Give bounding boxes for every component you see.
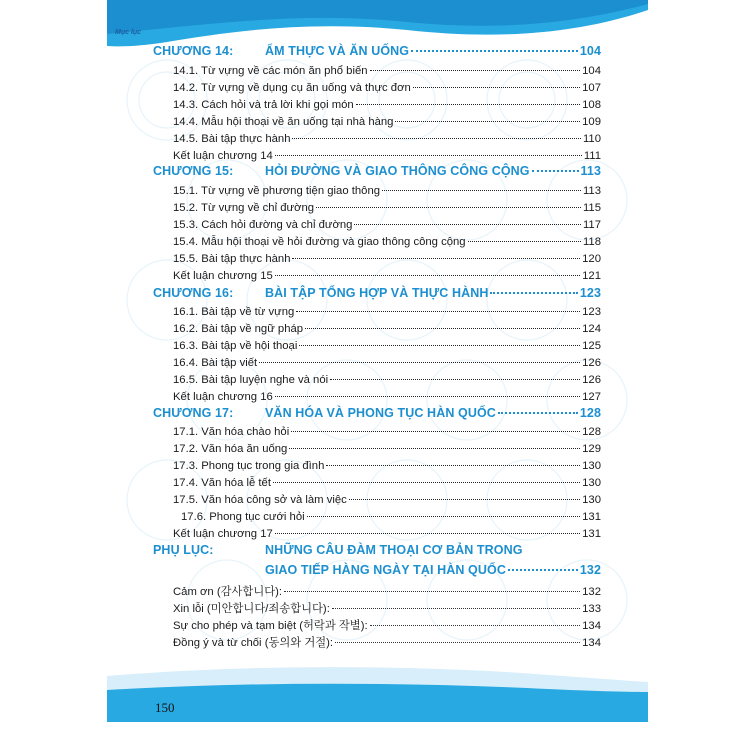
dot-leader (335, 642, 580, 643)
toc-entry[interactable] (173, 202, 601, 219)
dot-leader (299, 345, 580, 346)
toc-entry[interactable] (173, 634, 601, 651)
entry-page: 133 (582, 603, 601, 615)
toc-entry[interactable] (173, 236, 601, 253)
dot-leader (289, 448, 580, 449)
entry-title: Kết luận chương 15 (173, 270, 273, 282)
document-page (107, 0, 648, 722)
toc-entry[interactable] (173, 340, 601, 357)
entry-page: 115 (582, 202, 601, 214)
entry-title: Kết luận chương 16 (173, 391, 273, 403)
toc-entry[interactable] (173, 494, 601, 511)
entry-page: 126 (582, 357, 601, 369)
toc-entry[interactable] (173, 583, 601, 600)
entry-page: 131 (582, 511, 601, 523)
dot-leader (275, 396, 580, 397)
toc-entry[interactable] (173, 323, 601, 340)
chapter-title: VĂN HÓA VÀ PHONG TỤC HÀN QUỐC (265, 406, 496, 420)
dot-leader (292, 138, 581, 139)
dot-leader (508, 569, 578, 571)
entry-page: 130 (582, 494, 601, 506)
chapter-label: CHƯƠNG 15: (153, 164, 234, 178)
entry-title: 14.1. Từ vựng về các món ăn phổ biến (173, 65, 368, 77)
toc-entry[interactable] (173, 253, 601, 270)
entry-title: 16.5. Bài tập luyện nghe và nói (173, 374, 329, 386)
toc-chapter[interactable] (153, 406, 601, 423)
chapter-title: HỎI ĐƯỜNG VÀ GIAO THÔNG CÔNG CỘNG (265, 164, 530, 178)
entry-title: 17.4. Văn hóa lễ tết (173, 477, 271, 489)
toc-appendix-continued[interactable] (153, 563, 601, 580)
entry-title: 17.3. Phong tục trong gia đình (173, 460, 325, 472)
entry-title: Kết luận chương 14 (173, 150, 273, 162)
entry-page: 117 (582, 219, 601, 231)
dot-leader (382, 190, 581, 191)
entry-title: Sự cho phép và tạm biệt (허락과 작별): (173, 620, 368, 632)
entry-title: 14.5. Bài tập thực hành (173, 133, 291, 145)
chapter-label: CHƯƠNG 17: (153, 406, 234, 420)
entry-page: 126 (582, 374, 601, 386)
chapter-page: 104 (579, 44, 601, 58)
dot-leader (275, 155, 582, 156)
toc-entry[interactable] (173, 460, 601, 477)
toc-entry[interactable] (173, 617, 601, 634)
dot-leader (307, 516, 581, 517)
entry-title: 14.3. Cách hỏi và trả lời khi gọi món (173, 99, 354, 111)
entry-title: 16.1. Bài tập về từ vựng (173, 306, 295, 318)
dot-leader (356, 104, 580, 105)
chapter-page: 123 (579, 286, 601, 300)
entry-page: 110 (582, 133, 601, 145)
entry-title: 17.2. Văn hóa ăn uống (173, 443, 288, 455)
dot-leader (332, 608, 580, 609)
dot-leader (296, 311, 580, 312)
dot-leader (490, 292, 577, 294)
dot-leader (349, 499, 580, 500)
entry-page: 111 (583, 150, 601, 162)
toc-entry[interactable] (181, 511, 601, 528)
dot-leader (284, 591, 580, 592)
chapter-label: CHƯƠNG 14: (153, 44, 234, 58)
toc-entry[interactable] (173, 99, 601, 116)
entry-title: 15.4. Mẫu hội thoại về hỏi đường và giao thông công cộng (173, 236, 466, 248)
dot-leader (395, 121, 580, 122)
entry-page: 127 (582, 391, 601, 403)
running-header: Mục lục (115, 29, 142, 36)
entry-page: 123 (582, 306, 601, 318)
dot-leader (498, 412, 578, 414)
entry-title: 16.4. Bài tập viết (173, 357, 258, 369)
toc-chapter[interactable] (153, 44, 601, 61)
bottom-wave-band (107, 660, 648, 722)
chapter-page: 113 (580, 164, 601, 178)
chapter-page: 128 (579, 406, 601, 420)
entry-page: 129 (582, 443, 601, 455)
dot-leader (413, 87, 580, 88)
entry-title: Cảm ơn (감사합니다): (173, 586, 283, 598)
chapter-label: CHƯƠNG 16: (153, 286, 234, 300)
entry-page: 131 (582, 528, 601, 540)
appendix-title-line1: NHỮNG CÂU ĐÀM THOẠI CƠ BẢN TRONG (265, 543, 523, 557)
toc-entry[interactable] (173, 219, 601, 236)
toc-entry[interactable] (173, 306, 601, 323)
toc-entry[interactable] (173, 443, 601, 460)
entry-page: 104 (582, 65, 601, 77)
dot-leader (468, 241, 581, 242)
entry-page: 134 (582, 637, 601, 649)
entry-page: 121 (582, 270, 601, 282)
entry-title: Đồng ý và từ chối (동의와 거절): (173, 637, 334, 649)
dot-leader (411, 50, 578, 52)
dot-leader (273, 482, 580, 483)
dot-leader (291, 431, 580, 432)
entry-title: 14.2. Từ vựng về dụng cụ ăn uống và thực đơn (173, 82, 411, 94)
entry-title: 15.2. Từ vựng về chỉ đường (173, 202, 315, 214)
toc-appendix[interactable] (153, 543, 601, 560)
entry-page: 124 (582, 323, 601, 335)
toc-entry[interactable] (173, 82, 601, 99)
entry-title: 17.5. Văn hóa công sở và làm việc (173, 494, 347, 506)
entry-page: 130 (582, 460, 601, 472)
dot-leader (370, 70, 581, 71)
chapter-title: ẨM THỰC VÀ ĂN UỐNG (265, 44, 410, 58)
toc-entry[interactable] (173, 426, 601, 443)
dot-leader (275, 533, 580, 534)
entry-title: Xin lỗi (미안합니다/죄송합니다): (173, 603, 330, 615)
dot-leader (370, 625, 581, 626)
entry-title: 17.1. Văn hóa chào hỏi (173, 426, 290, 438)
toc-entry[interactable] (173, 357, 601, 374)
dot-leader (275, 275, 580, 276)
dot-leader (326, 465, 580, 466)
toc-entry[interactable] (173, 185, 601, 202)
dot-leader (532, 170, 579, 172)
toc-entry[interactable] (173, 133, 601, 150)
dot-leader (316, 207, 581, 208)
chapter-title: BÀI TẬP TỔNG HỢP VÀ THỰC HÀNH (265, 286, 489, 300)
entry-page: 109 (582, 116, 601, 128)
entry-title: 16.3. Bài tập về hội thoại (173, 340, 298, 352)
toc-entry[interactable] (173, 374, 601, 391)
appendix-title-line2: GIAO TIẾP HÀNG NGÀY TẠI HÀN QUỐC (265, 563, 506, 577)
entry-title: 14.4. Mẫu hội thoại về ăn uống tại nhà hàng (173, 116, 394, 128)
page-number: 150 (155, 700, 175, 715)
toc-entry[interactable] (173, 65, 601, 82)
entry-page: 132 (582, 586, 601, 598)
toc-entry[interactable] (173, 477, 601, 494)
entry-title: 17.6. Phong tục cưới hỏi (181, 511, 305, 523)
appendix-label: PHỤ LỤC: (153, 543, 214, 557)
entry-page: 108 (582, 99, 601, 111)
dot-leader (354, 224, 581, 225)
entry-page: 128 (582, 426, 601, 438)
dot-leader (305, 328, 580, 329)
entry-page: 107 (582, 82, 601, 94)
entry-title: 15.5. Bài tập thực hành (173, 253, 291, 265)
entry-title: 15.3. Cách hỏi đường và chỉ đường (173, 219, 353, 231)
entry-title: 16.2. Bài tập về ngữ pháp (173, 323, 304, 335)
entry-page: 118 (582, 236, 601, 248)
toc-entry[interactable] (173, 116, 601, 133)
entry-page: 113 (582, 185, 601, 197)
appendix-page: 132 (579, 563, 601, 577)
entry-page: 130 (582, 477, 601, 489)
toc-entry[interactable] (173, 600, 601, 617)
entry-title: Kết luận chương 17 (173, 528, 273, 540)
entry-page: 134 (582, 620, 601, 632)
dot-leader (259, 362, 580, 363)
entry-page: 125 (582, 340, 601, 352)
entry-title: 15.1. Từ vựng về phương tiện giao thông (173, 185, 381, 197)
dot-leader (330, 379, 580, 380)
toc-entry[interactable] (173, 270, 601, 287)
toc-chapter[interactable] (153, 164, 601, 181)
toc-chapter[interactable] (153, 286, 601, 303)
entry-page: 120 (582, 253, 601, 265)
dot-leader (292, 258, 580, 259)
